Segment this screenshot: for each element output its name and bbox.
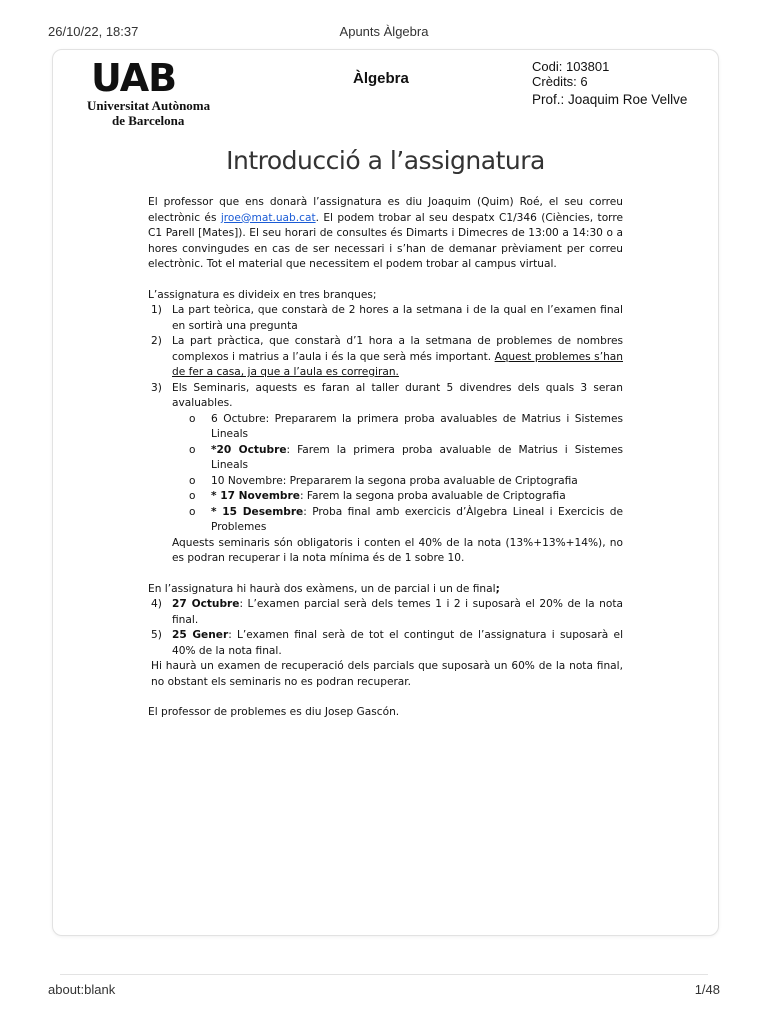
- seminar-date: * 17 Novembre: [211, 490, 300, 502]
- bullet-icon: o: [189, 443, 196, 456]
- exams-intro-end: ;: [495, 582, 500, 595]
- course-credits: Crèdits: 6: [532, 74, 588, 89]
- list-text: Els Seminaris, aquests es faran al taller durant 5 divendres dels quals 3 seran avaluables.: [172, 381, 623, 409]
- uab-logo: [87, 58, 227, 128]
- bullet-icon: o: [189, 490, 196, 502]
- recovery-note: Hi haurà un examen de recuperació dels parcials que suposarà un 60% de la nota final, no obstant els seminaris no es podran recuperar.: [151, 660, 623, 688]
- list-text-plain: La part pràctica, que constarà d’1 hora a la setmana de problemes de nombres complexos i matrius a l’aula i és la que serà més important.: [172, 335, 623, 363]
- footer-divider: [60, 974, 708, 975]
- course-professor: Prof.: Joaquim Roe Vellve: [532, 92, 688, 107]
- list-number: 2): [151, 335, 162, 347]
- list-item: [148, 334, 623, 381]
- print-header: [48, 24, 720, 44]
- list-item: [148, 628, 623, 659]
- list-text: La part teòrica, que constarà de 2 hores a la setmana i de la qual en l’examen final en sortirà una pregunta: [172, 304, 623, 332]
- seminar-item: [189, 474, 623, 490]
- print-date: 26/10/22, 18:37: [48, 24, 139, 39]
- seminar-text: [211, 489, 623, 505]
- course-meta: [532, 59, 687, 107]
- document-title: Introducció a l’assignatura: [226, 146, 545, 175]
- exams-intro-text: En l’assignatura hi haurà dos exàmens, un de parcial i un de final: [148, 582, 496, 595]
- seminar-list: [189, 412, 623, 536]
- list-number: 5): [151, 629, 162, 641]
- list-text: [172, 334, 623, 381]
- course-name: Àlgebra: [353, 70, 409, 87]
- branches-intro: L’assignatura es divideix en tres branques;: [148, 288, 377, 301]
- exam-desc: : L’examen parcial serà dels temes 1 i 2 i suposarà el 20% de la nota final.: [172, 598, 623, 626]
- seminar-date: * 15 Desembre: [211, 505, 304, 518]
- page-counter: 1/48: [694, 982, 720, 997]
- bullet-icon: o: [189, 505, 196, 518]
- seminar-item: [189, 443, 623, 474]
- seminar-text: 6 Octubre: Prepararem la primera proba avaluables de Matrius i Sistemes Lineals: [211, 412, 623, 440]
- list-text: [172, 597, 623, 628]
- seminar-item: [189, 489, 623, 505]
- email-link[interactable]: jroe@mat.uab.cat: [220, 211, 316, 224]
- seminar-item: [189, 412, 623, 443]
- print-title: Apunts Àlgebra: [339, 24, 429, 39]
- list-number: 3): [151, 381, 162, 394]
- list-text-underlined: Aquest problemes s’han de fer a casa, ja que a l’aula es corregiran.: [172, 350, 623, 378]
- seminar-desc: : Farem la segona proba avaluable de Criptografia: [299, 490, 566, 502]
- exam-date: 25 Gener: [172, 629, 229, 641]
- document-body: [148, 195, 623, 721]
- print-url: about:blank: [48, 982, 116, 997]
- closing-paragraph: El professor de problemes es diu Josep Gascón.: [148, 706, 400, 718]
- seminar-desc: : Farem la primera proba avaluable de Matrius i Sistemes Lineals: [211, 443, 623, 471]
- exam-date: 27 Octubre: [172, 598, 240, 610]
- logo-line-1: Universitat Autònoma: [87, 98, 211, 113]
- document-page: [52, 49, 719, 936]
- seminar-desc: : Proba final amb exercicis d’Àlgebra Lineal i Exercicis de Problemes: [211, 505, 623, 533]
- list-number: 4): [151, 598, 162, 610]
- list-text: [172, 628, 623, 659]
- list-item: [148, 303, 623, 334]
- seminar-text: 10 Novembre: Prepararem la segona proba avaluable de Criptografia: [211, 474, 578, 487]
- bullet-icon: o: [189, 474, 196, 487]
- bullet-icon: o: [189, 412, 196, 425]
- seminar-text: [211, 443, 623, 474]
- exams-intro: [148, 582, 623, 598]
- seminar-text: [211, 505, 623, 536]
- intro-paragraph: [148, 195, 623, 273]
- list-item: [148, 381, 623, 412]
- logo-line-2: de Barcelona: [112, 113, 185, 128]
- seminar-item: [189, 505, 623, 536]
- seminar-note: Aquests seminaris són obligatoris i conten el 40% de la nota (13%+13%+14%), no es podran recuperar i la nota mínima és de 1 sobre 10.: [172, 536, 623, 564]
- seminar-date: *20 Octubre: [211, 443, 287, 456]
- intro-text-2: . El podem trobar al seu despatx C1/346 (Ciències, torre C1 Parell [Mates]). El seu horari de consultes és Dimarts i Dimecres de 13:00 a 14:30 o a hores convingudes en cas de ser necessari i s’han de demanar prèviament per correu electrònic. Tot el material que necessitem el podem trobar al campus virtual.: [148, 211, 623, 270]
- course-code: Codi: 103801: [532, 59, 610, 74]
- intro-text-1: El professor que ens donarà l’assignatura es diu Joaquim (Quim) Roé, el seu correu electrònic és: [148, 196, 623, 224]
- list-number: 1): [151, 304, 162, 316]
- exam-desc: : L’examen final serà de tot el contingut de l’assignatura i suposarà el 40% de la nota final.: [172, 629, 624, 657]
- uab-logo-mark: UAB: [91, 56, 177, 100]
- list-item: [148, 597, 623, 628]
